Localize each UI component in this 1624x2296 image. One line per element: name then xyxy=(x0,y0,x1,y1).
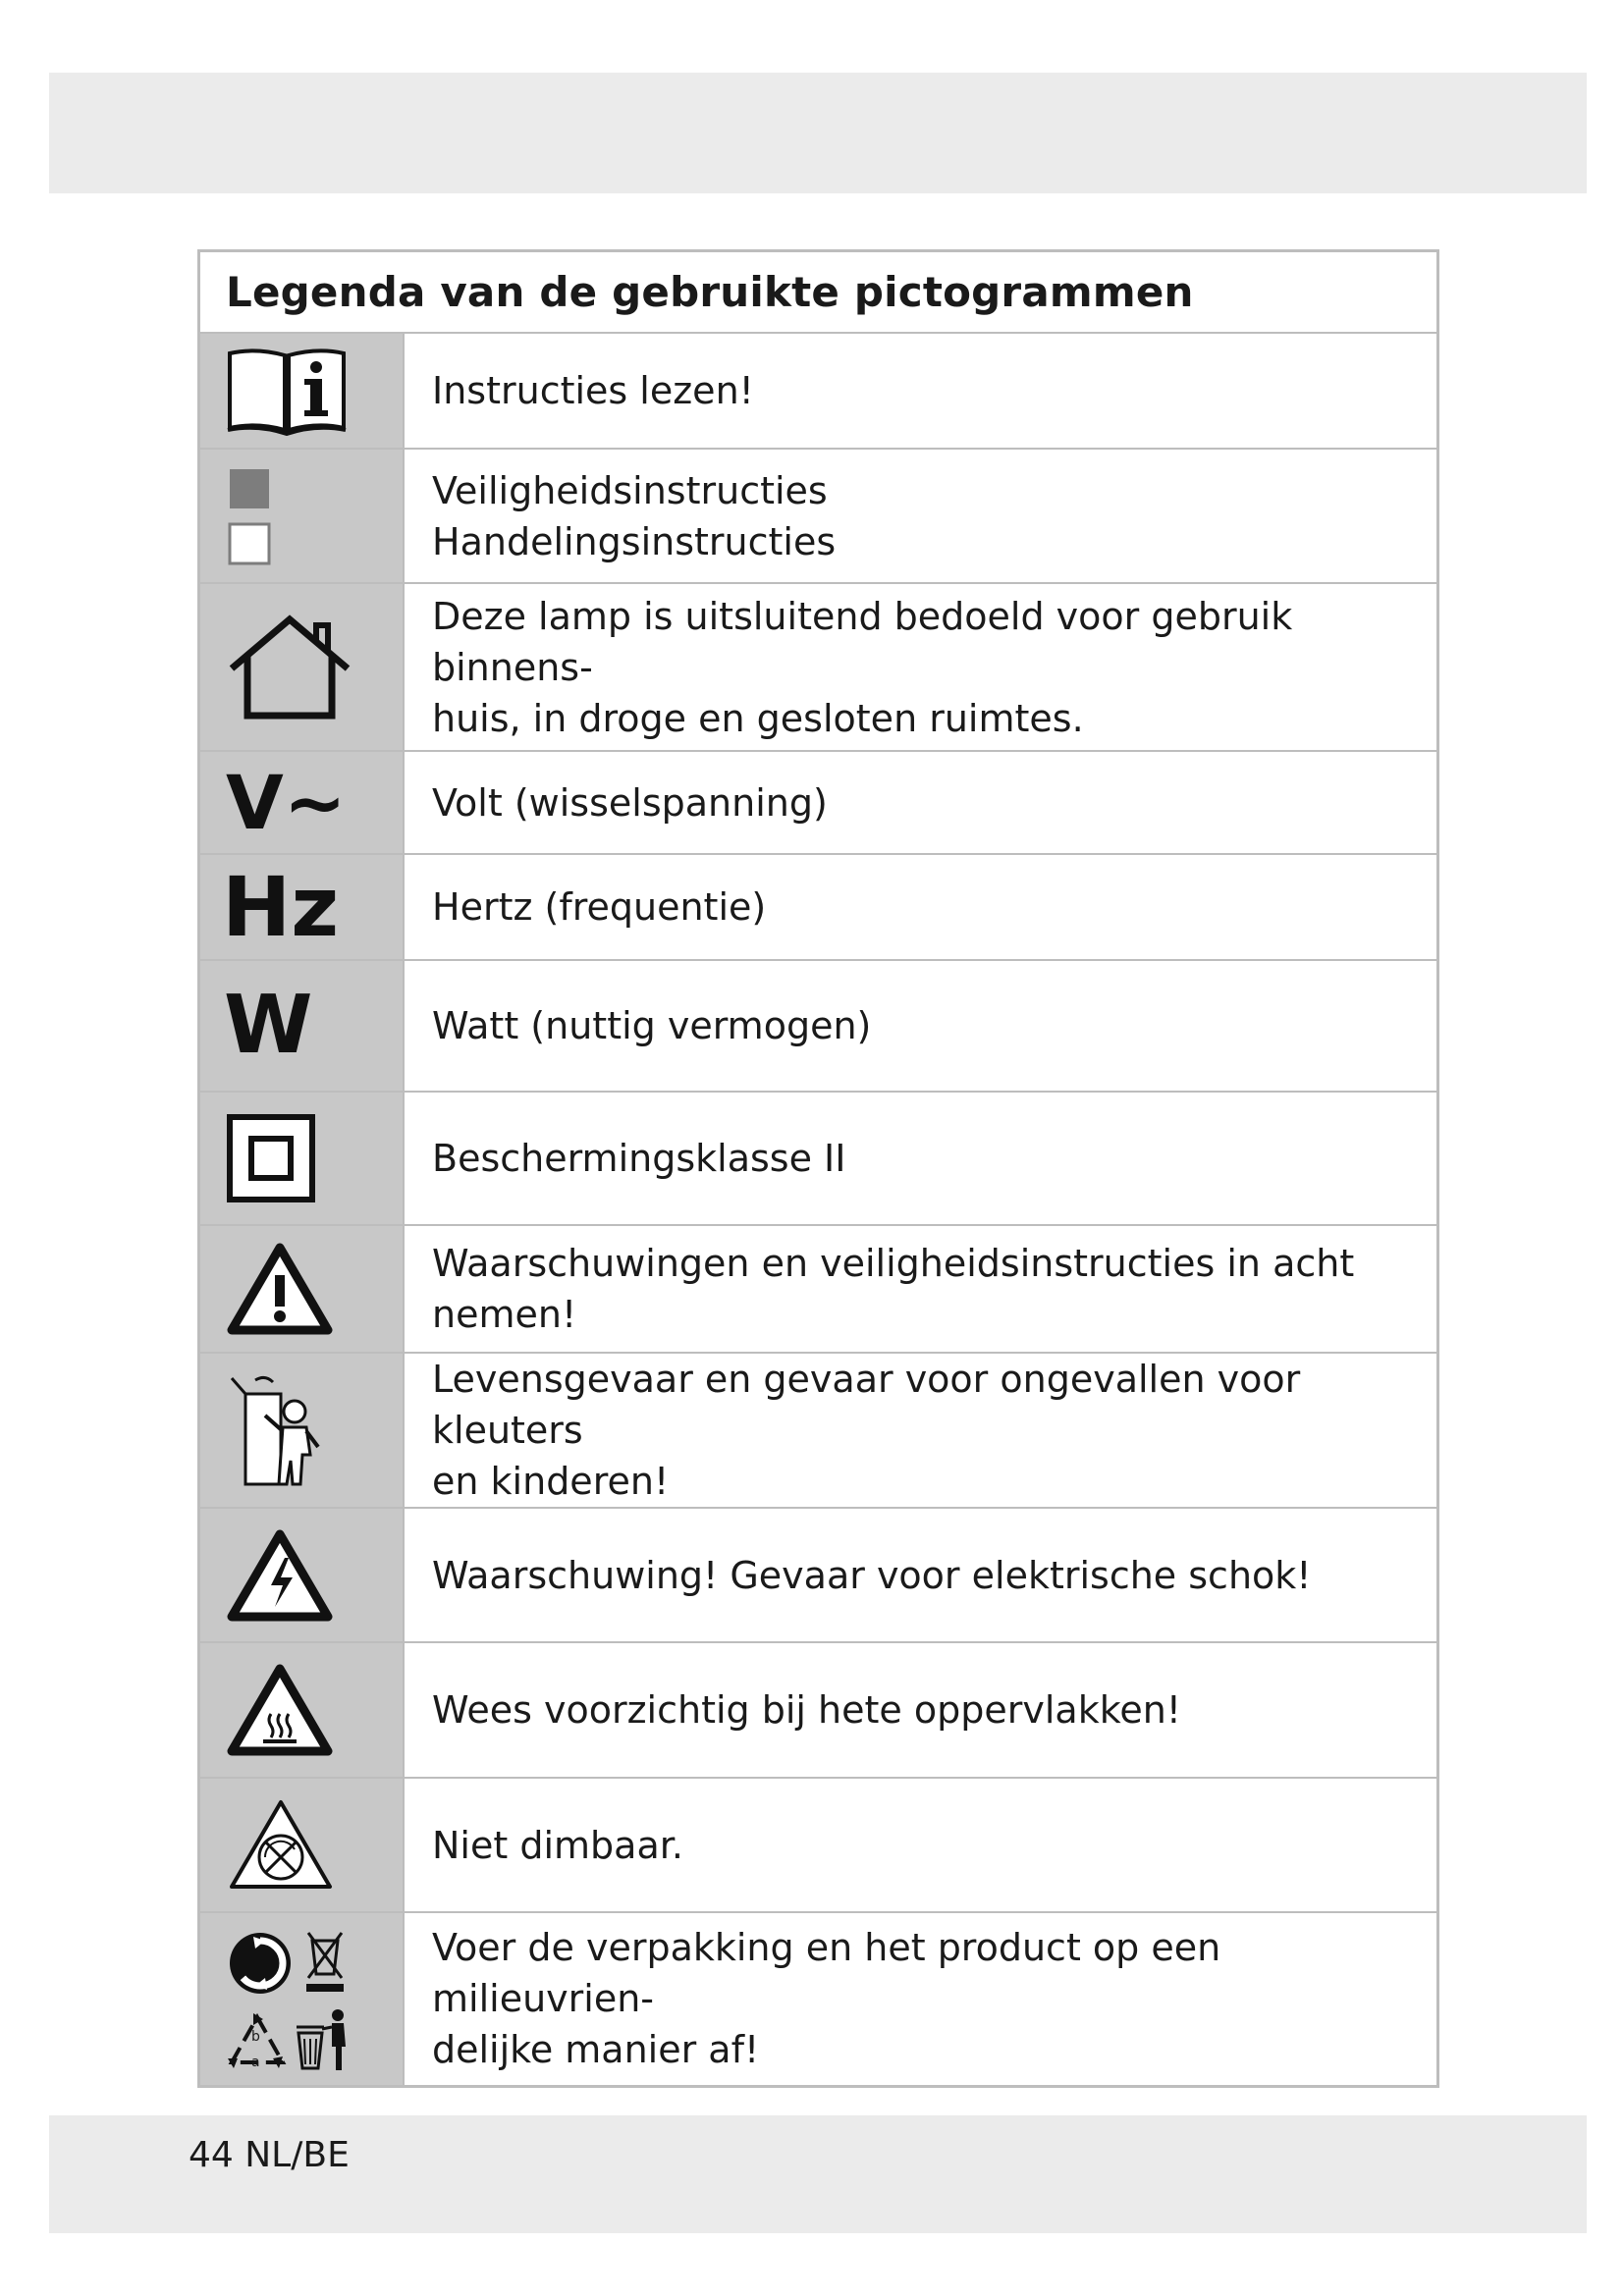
legend-row xyxy=(199,333,1438,449)
legend-line: Volt (wisselspanning) xyxy=(432,780,828,825)
legend-icon-cell xyxy=(199,333,405,449)
recycle-label-b: b xyxy=(251,2029,260,2046)
legend-row xyxy=(199,751,1438,854)
legend-row xyxy=(199,960,1438,1092)
legend-row xyxy=(199,854,1438,960)
pictogram-legend-table xyxy=(197,249,1439,2088)
legend-row xyxy=(199,449,1438,583)
legend-line: huis, in droge en gesloten ruimtes. xyxy=(432,696,1084,740)
hertz-symbol: Hz xyxy=(222,859,340,955)
watt-symbol: W xyxy=(224,979,313,1072)
legend-line: Niet dimbaar. xyxy=(432,1823,683,1867)
legend-row xyxy=(199,583,1438,751)
legend-text-cell xyxy=(404,333,1438,449)
legend-line: en kinderen! xyxy=(432,1460,670,1503)
legend-text-cell xyxy=(404,1508,1438,1642)
legend-icon-cell xyxy=(199,1642,405,1778)
legend-icon-cell xyxy=(199,1508,405,1642)
legend-line: Handelingsinstructies xyxy=(432,519,837,563)
not-dimmable-icon xyxy=(226,1796,336,1895)
hot-surface-icon xyxy=(226,1663,334,1757)
legend-line: Hertz (frequentie) xyxy=(432,885,767,929)
legend-line: Levensgevaar en gevaar voor ongevallen voor kleuters xyxy=(432,1358,1301,1452)
legend-icon-cell xyxy=(199,1353,405,1508)
legend-icon-cell xyxy=(199,449,405,583)
legend-line: Instructies lezen! xyxy=(432,369,754,412)
read-instructions-icon xyxy=(226,346,348,436)
legend-text-cell xyxy=(404,854,1438,960)
header-band xyxy=(49,73,1587,193)
electric-shock-icon xyxy=(226,1528,334,1623)
legend-icon-cell xyxy=(199,583,405,751)
legend-line: Veiligheidsinstructies xyxy=(432,468,828,512)
indoor-house-icon xyxy=(226,614,353,721)
legend-icon-cell xyxy=(199,751,405,854)
legend-text-cell xyxy=(404,751,1438,854)
legend-text-cell xyxy=(404,583,1438,751)
legend-text-cell xyxy=(404,1642,1438,1778)
warning-triangle-icon xyxy=(226,1242,334,1336)
legend-line: Watt (nuttig vermogen) xyxy=(432,1004,872,1047)
legend-text-cell xyxy=(404,1912,1438,2086)
child-danger-icon xyxy=(226,1372,324,1488)
legend-line: Voer de verpakking en het product op een milieuvrien- xyxy=(432,1926,1221,2021)
legend-row xyxy=(199,1642,1438,1778)
legend-row xyxy=(199,1778,1438,1912)
legend-text-cell xyxy=(404,1225,1438,1353)
legend-text-cell xyxy=(404,960,1438,1092)
legend-icon-cell xyxy=(199,1092,405,1225)
legend-text-cell xyxy=(404,1778,1438,1912)
legend-row xyxy=(199,1225,1438,1353)
legend-line: Waarschuwingen en veiligheidsinstructies in acht nemen! xyxy=(432,1242,1355,1336)
recycle-label-a: a xyxy=(251,2055,260,2071)
protection-class-ii-icon xyxy=(226,1113,316,1203)
legend-line: Deze lamp is uitsluitend bedoeld voor gebruik binnens- xyxy=(432,594,1293,689)
legend-row xyxy=(199,1508,1438,1642)
legend-text-cell xyxy=(404,449,1438,583)
legend-row xyxy=(199,1092,1438,1225)
legend-header-row xyxy=(199,251,1438,334)
legend-icon-cell xyxy=(199,854,405,960)
legend-icon-cell xyxy=(199,1225,405,1353)
volt-ac-symbol: V~ xyxy=(226,758,347,846)
legend-text-cell xyxy=(404,1092,1438,1225)
crossed-bin-icon xyxy=(302,1929,348,1998)
legend-row xyxy=(199,1912,1438,2086)
legend-line: Beschermingsklasse II xyxy=(432,1137,846,1180)
legend-line: Wees voorzichtig bij hete oppervlakken! xyxy=(432,1688,1182,1732)
legend-icon-cell xyxy=(199,1778,405,1912)
instruction-squares-icon xyxy=(226,459,275,573)
legend-title: Legenda van de gebruikte pictogrammen xyxy=(199,251,1438,334)
green-dot-icon xyxy=(226,1929,295,1998)
legend-row xyxy=(199,1353,1438,1508)
legend-icon-cell xyxy=(199,1912,405,2086)
page-number-label: 44 NL/BE xyxy=(189,2135,350,2175)
recycling-disposal-icons xyxy=(226,1925,353,2072)
legend-text-cell xyxy=(404,1353,1438,1508)
legend-icon-cell xyxy=(199,960,405,1092)
legend-line: Waarschuwing! Gevaar voor elektrische schok! xyxy=(432,1553,1312,1597)
person-bin-icon xyxy=(295,2007,352,2072)
legend-line: delijke manier af! xyxy=(432,2028,760,2072)
